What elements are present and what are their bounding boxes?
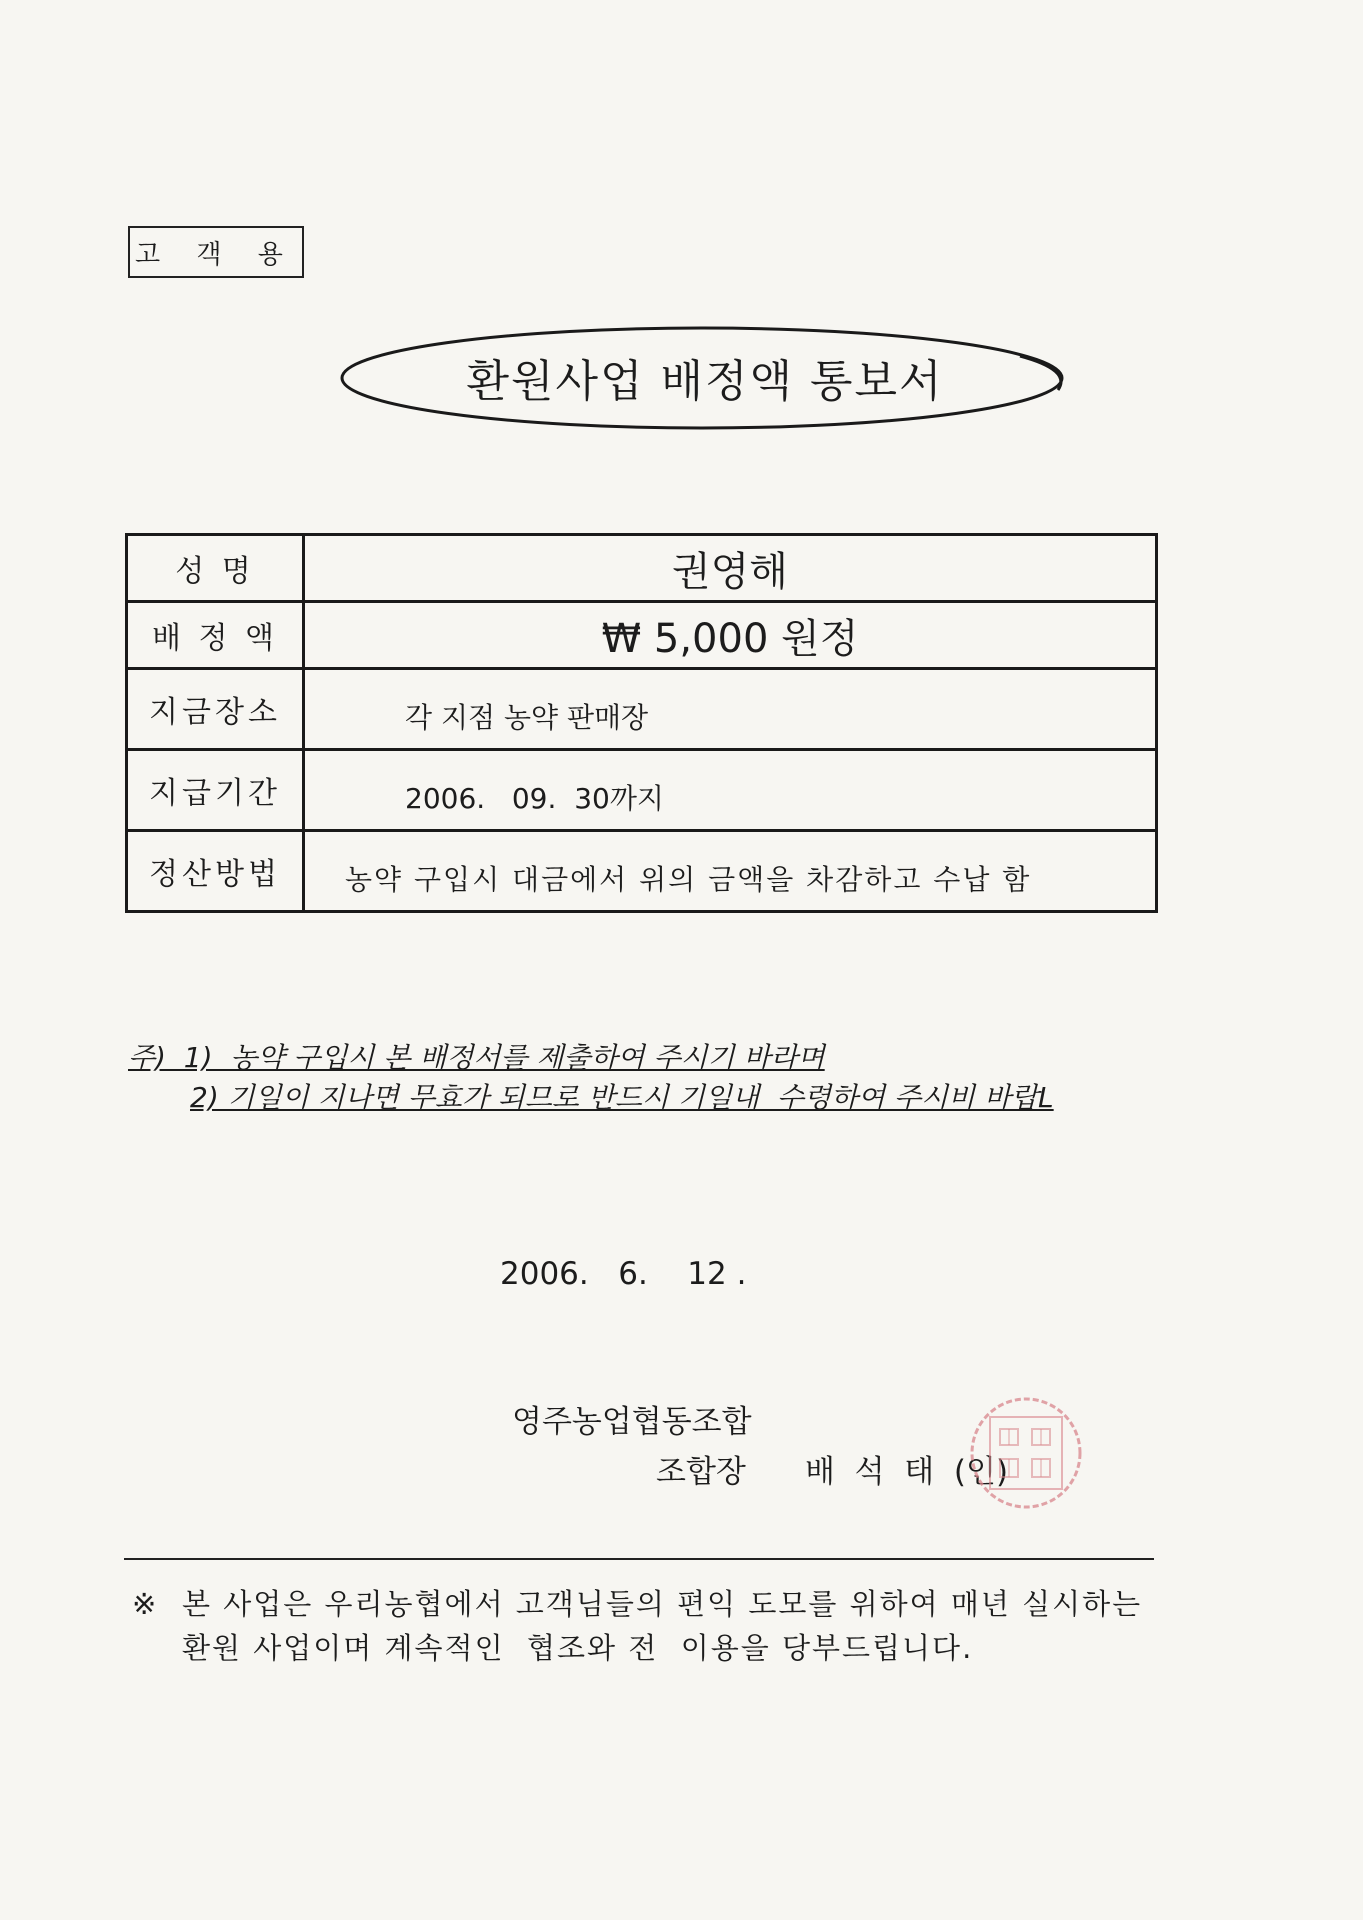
note-line-1: 주) 1) 농약 구입시 본 배정서를 제출하여 주시기 바라며 — [128, 1041, 825, 1074]
table-row — [127, 831, 1157, 912]
footer-line-1 — [132, 1582, 1162, 1626]
period-label: 지급기간 — [127, 750, 304, 831]
table-row — [127, 669, 1157, 750]
reference-mark-icon: ※ — [132, 1587, 159, 1621]
footer-line-2: 환원 사업이며 계속적인 협조와 전 이용을 당부드립니다. — [182, 1631, 974, 1665]
allocation-table — [125, 533, 1158, 913]
name-value: 권영해 — [304, 535, 1157, 602]
table-row — [127, 535, 1157, 602]
method-label: 정산방법 — [127, 831, 304, 912]
place-label: 지금장소 — [127, 669, 304, 750]
method-value: 농약 구입시 대금에서 위의 금액을 차감하고 수납 함 — [304, 831, 1157, 912]
amount-value: ₩ 5,000 원정 — [304, 602, 1157, 669]
place-value: 각 지점 농약 판매장 — [304, 669, 1157, 750]
notes — [128, 1038, 1158, 1118]
name-label: 성 명 — [127, 535, 304, 602]
amount-label: 배 정 액 — [127, 602, 304, 669]
issue-date: 2006. 6. 12 . — [500, 1256, 747, 1292]
document-title: 환원사업 배정액 통보서 — [466, 356, 944, 407]
note-line-2: 2) 기일이 지나면 무효가 되므로 반드시 기일내 수령하여 주시비 바랍L — [190, 1081, 1054, 1114]
table-row — [127, 602, 1157, 669]
title-block — [330, 318, 1080, 436]
divider — [124, 1558, 1154, 1560]
copy-type-label: 고 객 용 — [128, 226, 304, 278]
official-seal-icon — [966, 1393, 1086, 1513]
organization-name: 영주농업협동조합 — [512, 1404, 752, 1440]
footer-notice — [132, 1582, 1162, 1670]
table-row — [127, 750, 1157, 831]
chief-signature-line: 조합장 배 석 태 (인) — [656, 1454, 1009, 1490]
period-value: 2006. 09. 30까지 — [304, 750, 1157, 831]
footer-text-1: 본 사업은 우리농협에서 고객님들의 편익 도모를 위하여 매년 실시하는 — [182, 1587, 1143, 1621]
